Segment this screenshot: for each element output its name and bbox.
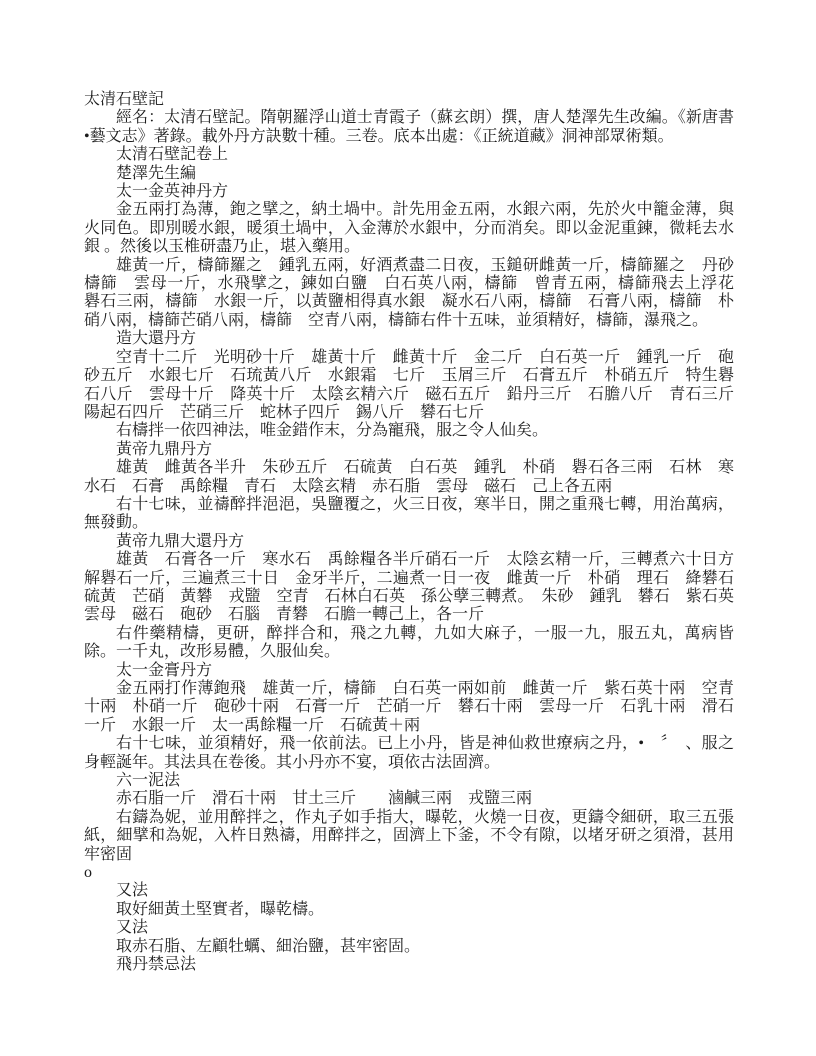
paragraph: 右檮拌一依四神法，唯金錯作末，分為寵飛，服之令人仙矣。 [116, 422, 549, 440]
section-heading: 飛丹禁忌法 [116, 956, 197, 974]
section-heading: 黃帝九鼎丹方 [116, 440, 213, 458]
paragraph: 金五兩打作薄鉋飛 雄黃一斤，檮篩 白石英一兩如前 雌黃一斤 紫石英十兩 空青十兩 朴硝一斤 砲砂十兩 石膏一斤 芒硝一斤 礬石十兩 雲母一斤 石乳十兩 滑石一斤 水銀一斤 太一禹餘糧一斤 石硫黃＋兩 [84, 680, 734, 734]
paragraph: 右十七味，並禱醉拌浥浥，吳鹽覆之，火三日夜，寒半日，開之重飛七轉，用治萬病，無發動。 [84, 495, 734, 532]
section-heading: 造大還丹方 [116, 330, 197, 348]
paragraph: 右件藥精檮，更研，醉拌合和，飛之九轉，九如大麻子，一服一九，服五丸，萬病皆除。一千丸，改形易體，久服仙矣。 [84, 624, 734, 661]
document-body [84, 91, 751, 975]
section-heading: 黃帝九鼎大還丹方 [116, 532, 245, 550]
paragraph: 右十七味，並須精好，飛一依前法。已上小丹，皆是神仙救世療病之丹，• 〞 、服之身輕誕年。其法具在卷後。其小丹亦不宴，項依古法固濟。 [84, 735, 734, 771]
paragraph: 雄黃 石膏各一斤 寒水石 禹餘糧各半斤硝石一斤 太陰玄精一斤，三轉煮六十日方解礜石一斤，三遍煮三十日 金牙半斤，二遍煮一日一夜 雌黃一斤 朴硝 理石 絳礬石 硫黃 芒硝 黃礬 戎盬 空青 石林白石英 孫公孽三轉煮。 朱砂 鍾乳 礬石 紫石英 雲母 磁石 砲砂 石腦 青礬 石膽一轉己上，各一斤 [84, 551, 751, 624]
section-heading: 太一金膏丹方 [116, 661, 213, 679]
paragraph: 金五兩打為薄，鉋之擘之，納土堝中。計先用金五兩，水銀六兩，先於火中籠金薄，與火同色。即別暖水銀，暖須土堝中，入金薄於水銀中，分而消矣。即以金泥重鍊，微耗去水銀 。然後以玉椎研盡乃止，堪入藥用。 [84, 201, 734, 256]
section-heading: 又法 [116, 919, 149, 937]
section-heading: 太清石壁記卷上 [116, 146, 229, 164]
section-heading: 楚澤先生編 [116, 164, 197, 182]
section-heading: 太一金英神丹方 [116, 183, 229, 201]
paragraph: 赤石脂一斤 滑石十兩 甘土三斤 滷鹹三兩 戎盬三兩 [116, 790, 533, 808]
document-title: 太清石壁記 [84, 91, 165, 108]
paragraph: 經名：太清石壁記。隋朝羅浮山道士青霞子（蘇玄朗）撰，唐人楚澤先生改編。《新唐書•藝文志》著錄。載外丹方訣數十種。三卷。底本出處：《正統道藏》洞神部眾術類。 [84, 109, 734, 145]
paragraph: 雄黃一斤，檮篩羅之 鍾乳五兩，好酒煮盡二日夜，玉鎚研雌黃一斤，檮篩羅之 丹砂檮篩 雲母一斤，水飛擘之，鍊如白鹽 白石英八兩，檮篩 曾青五兩，檮篩飛去上浮花 礜石三兩，檮篩 水銀一斤，以黃鹽相得真水銀 凝水石八兩，檮篩 石膏八兩，檮篩 朴硝八兩，檮篩芒硝八兩，檮篩 空青八兩，檮篩右件十五味，並須精好，檮篩，瀑飛之。 [84, 256, 751, 329]
paragraph: 空青十二斤 光明砂十斤 雄黃十斤 雌黃十斤 金二斤 白石英一斤 鍾乳一斤 砲砂五斤 水銀七斤 石琉黃八斤 水銀霜 七斤 玉屑三斤 石膏五斤 朴硝五斤 特生礜石八斤 雲母十斤 降英十斤 太陰玄精六斤 磁石五斤 鉛丹三斤 石膽八斤 青石三斤 陽起石四斤 芒硝三斤 蛇林子四斤 錫八斤 礬石七斤 [84, 348, 751, 421]
section-heading: 六一泥法 [116, 772, 181, 790]
paragraph: 取好細黃土堅實者，曝乾檮。 [116, 900, 325, 918]
paragraph: 右鑄為妮，並用醉拌之，作丸子如手指大，曝乾，火燒一日夜，更鑄令細研，取三五張紙，細擘和為妮，入杵日熟禱，用醉拌之，固濟上下釜，不令有隙，以堵牙研之須滑，甚用牢密固 [84, 808, 734, 863]
paragraph: 雄黃 雌黃各半升 朱砂五斤 石硫黃 白石英 鍾乳 朴硝 礜石各三兩 石林 寒水石 石膏 禹餘糧 青石 太陰玄精 赤石脂 雲母 磁石 己上各五兩 [84, 459, 734, 495]
paragraph: o [84, 864, 92, 882]
paragraph: 取赤石脂、左顧牡蠣、細治鹽，甚牢密固。 [116, 937, 421, 955]
section-heading: 又法 [116, 882, 149, 900]
